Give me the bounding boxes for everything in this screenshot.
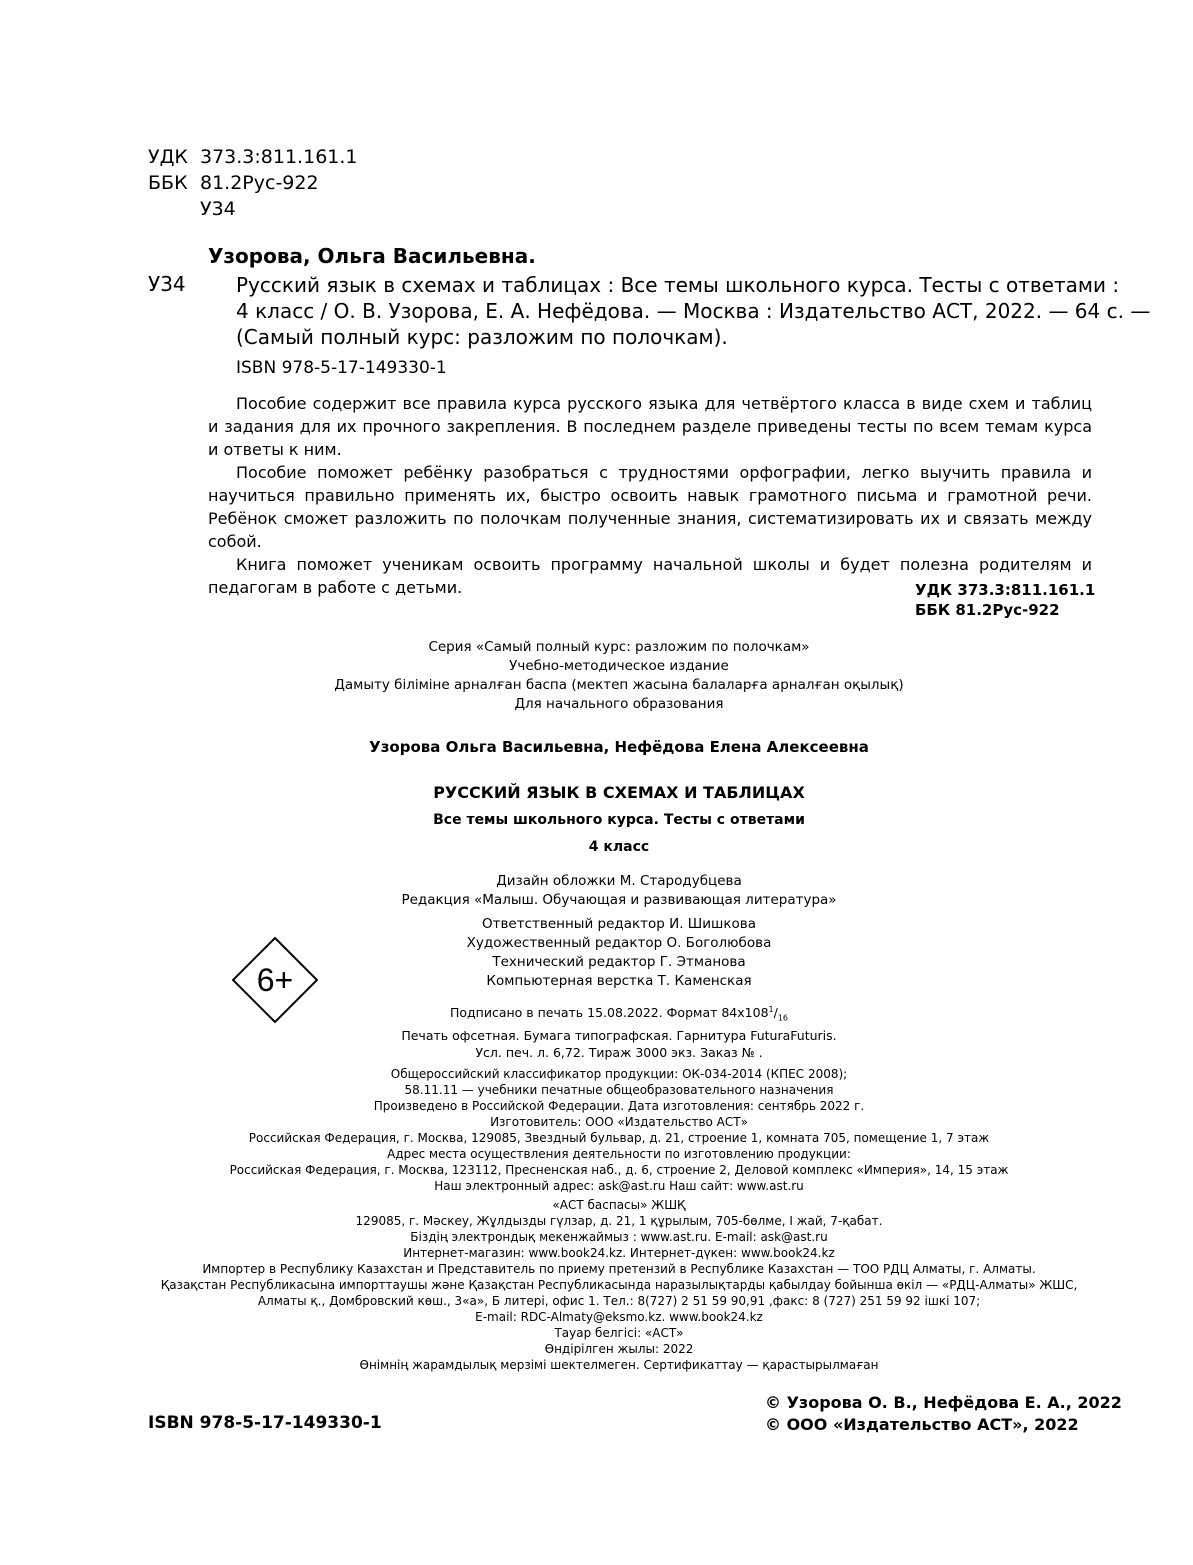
kazakh-line: 129085, г. Мәскеу, Жұлдызды гүлзар, д. 21, 1 құрылым, 705-бөлме, I жай, 7-қабат. (355, 1214, 883, 1228)
credit-edition: Редакция «Малыш. Обучающая и развивающая литература» (401, 892, 837, 908)
print-volume: Усл. печ. л. 6,72. Тираж 3000 экз. Заказ № . (475, 1044, 763, 1060)
kazakh-line: Тауар белгісі: «АСТ» (554, 1326, 684, 1340)
format-numerator: 1 (768, 1005, 774, 1014)
kazakh-line: E-mail: RDC-Almaty@eksmo.kz. www.book24.kz (475, 1310, 763, 1324)
record-isbn: ISBN 978-5-17-149330-1 (236, 358, 447, 378)
production-block (0, 1066, 1193, 1194)
udk-label: УДК (148, 146, 188, 168)
annotation-paragraph: Книга поможет ученикам освоить программу начальной школы и будет полезна родителям и педагогам в работе с детьми. (208, 555, 1092, 597)
udk-right-block (915, 580, 1095, 620)
record-line-3: (Самый полный курс: разложим по полочкам). (236, 325, 728, 349)
author-heading: Узорова, Ольга Васильевна. (208, 244, 536, 268)
record-line-2: 4 класс / О. В. Узорова, Е. А. Нефёдова. — Москва : Издательство АСТ, 2022. — 64 с. — (236, 299, 1151, 323)
credit-tech-editor: Технический редактор Г. Этманова (492, 954, 746, 970)
bbk-right: ББК 81.2Рус-922 (915, 601, 1060, 619)
authors-full: Узорова Ольга Васильевна, Нефёдова Елена Алексеевна (369, 738, 869, 756)
print-info: Подписано в печать 15.08.2022. Формат $84х108^1/_{16}$ Печать офсетная. Бумага типографская. Гарнитура FuturaFuturis. Усл. печ. л. 6,72. Тираж 3000 экз. Заказ № . (0, 1001, 1193, 1061)
copyright-authors: © Узорова О. В., Нефёдова Е. А., 2022 (765, 1393, 1122, 1412)
record-code: У34 (148, 272, 186, 296)
book-grade: 4 класс (588, 839, 650, 855)
production-line: Российская Федерация, г. Москва, 129085, Звездный бульвар, д. 21, строение 1, комната 705, помещение 1, 7 этаж (248, 1131, 990, 1145)
annotation (208, 392, 1092, 599)
production-line: 58.11.11 — учебники печатные общеобразовательного назначения (404, 1083, 834, 1097)
series-line: Серия «Самый полный курс: разложим по полочкам» (428, 639, 810, 655)
copyright-block (765, 1392, 1122, 1436)
catalog-block (148, 144, 358, 222)
bbk-label: ББК (148, 172, 188, 194)
record-line-1: Русский язык в схемах и таблицах : Все темы школьного курса. Тесты с ответами : (236, 273, 1120, 297)
bibliographic-record (236, 272, 1151, 350)
annotation-paragraph: Пособие поможет ребёнку разобраться с трудностями орфографии, легко выучить правила и научиться правильно применять их, быстро освоить навык грамотного письма и грамотной речи. Ребёнок сможет разложить по полочкам полученные знания, систематизировать их и связать между собой. (208, 463, 1092, 551)
bbk-value: 81.2Рус-922 (200, 172, 319, 194)
kazakh-line: Қазақстан Республикасына импорттаушы және Қазақстан Республикасында наразылықтарды қабылдау бойынша өкіл — «РДЦ-Алматы» ЖШС, (160, 1278, 1078, 1292)
credit-layout: Компьютерная верстка Т. Каменская (486, 973, 752, 989)
series-line: Дамыту біліміне арналған баспа (мектеп жасына балаларға арналған оқылық) (334, 677, 904, 693)
production-line: Общероссийский классификатор продукции: ОК-034-2014 (КПЕС 2008); (390, 1067, 848, 1081)
print-paper: Печать офсетная. Бумага типографская. Гарнитура FuturaFuturis. (401, 1027, 837, 1043)
annotation-paragraph: Пособие содержит все правила курса русского языка для четвёртого класса в виде схем и таблиц и задания для их прочного закрепления. В последнем разделе приведены тесты по всем темам курса и ответы к ним. (208, 394, 1092, 459)
format-denominator: 16 (777, 1013, 789, 1023)
credit-art-editor: Художественный редактор О. Боголюбова (466, 935, 772, 951)
production-line: Произведено в Российской Федерации. Дата изготовления: сентябрь 2022 г. (373, 1099, 865, 1113)
series-block (0, 638, 1193, 714)
isbn-bottom: ISBN 978-5-17-149330-1 (148, 1413, 382, 1433)
age-rating: 6+ (256, 962, 294, 998)
print-signed: Подписано в печать 15.08.2022. Формат 84х108 (449, 1005, 769, 1021)
production-line: Наш электронный адрес: ask@ast.ru Наш сайт: www.ast.ru (434, 1179, 804, 1193)
kazakh-line: Өндірілген жылы: 2022 (544, 1342, 694, 1356)
credits-block (0, 872, 1193, 991)
kazakh-line: Алматы қ., Домбровский көш., 3«а», Б литері, офис 1. Тел.: 8(727) 2 51 59 90,91 ,факс: 8 (727) 251 59 92 ішкі 107; (257, 1294, 981, 1308)
copyright-publisher: © ООО «Издательство АСТ», 2022 (765, 1415, 1079, 1434)
udk-value: 373.3:811.161.1 (200, 146, 358, 168)
book-subtitle: Все темы школьного курса. Тесты с ответами (433, 812, 805, 828)
kazakh-line: Біздің электрондық мекенжаймыз : www.ast.ru. E-mail: ask@ast.ru (410, 1230, 828, 1244)
credit-cover: Дизайн обложки М. Стародубцева (496, 873, 742, 889)
kazakh-line: «АСТ баспасы» ЖШҚ (552, 1198, 686, 1212)
kazakh-line: Интернет-магазин: www.book24.kz. Интернет-дүкен: www.book24.kz (403, 1246, 835, 1260)
series-line: Учебно-методическое издание (509, 658, 729, 674)
kazakh-block (0, 1197, 1193, 1373)
author-sign: У34 (200, 198, 236, 220)
udk-right: УДК 373.3:811.161.1 (915, 581, 1096, 599)
credit-resp-editor: Ответственный редактор И. Шишкова (481, 916, 757, 932)
production-line: Российская Федерация, г. Москва, 123112, Пресненская наб., д. 6, строение 2, Деловой комплекс «Империя», 14, 15 этаж (229, 1163, 1009, 1177)
kazakh-line: Өнімнің жарамдылық мерзімі шектелмеген. Сертификаттау — қарастырылмаған (359, 1358, 879, 1372)
production-line: Изготовитель: ООО «Издательство АСТ» (490, 1115, 748, 1129)
production-line: Адрес места осуществления деятельности по изготовлению продукции: (387, 1147, 851, 1161)
kazakh-line: Импортер в Республику Казахстан и Представитель по приему претензий в Республике Казахстан — ТОО РДЦ Алматы, г. Алматы. (202, 1262, 1036, 1276)
book-title: РУССКИЙ ЯЗЫК В СХЕМАХ И ТАБЛИЦАХ (433, 783, 805, 802)
series-line: Для начального образования (514, 696, 724, 712)
